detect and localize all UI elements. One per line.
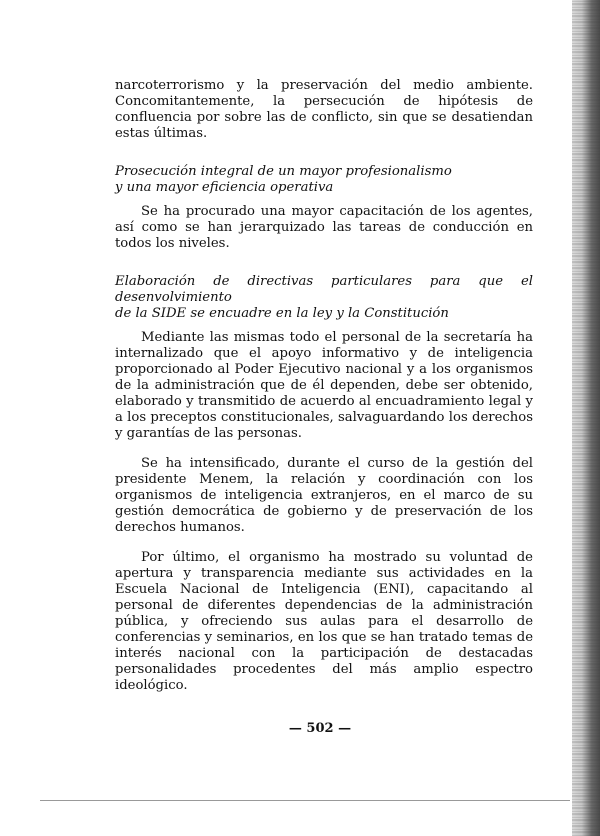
section-heading-1-line1: Prosecución integral de un mayor profesionalismo [115, 164, 452, 179]
paragraph-4: Por último, el organismo ha mostrado su voluntad de apertura y transparencia mediante sus actividades en la Escuela Nacional de Inteligencia (ENI), capacitando al personal de diferentes dependencias de la administración pública, y ofreciendo sus aulas para el desarrollo de conferencias y seminarios, en los que se han tratado temas de interés nacional con la participación de destacadas personalidades procedentes del más amplio espectro ideológico. [115, 550, 533, 693]
section-heading-2-line1: Elaboración de directivas particulares para que el desenvolvimiento [115, 274, 533, 305]
bottom-edge-line [40, 800, 570, 801]
section-heading-1-line2: y una mayor eficiencia operativa [115, 180, 334, 195]
paragraph-3: Se ha intensificado, durante el curso de la gestión del presidente Menem, la relación y coordinación con los organismos de inteligencia extranjeros, en el marco de su gestión democrática de gobierno y de preservación de los derechos humanos. [115, 456, 533, 535]
paragraph-1: Se ha procurado una mayor capacitación de los agentes, así como se han jerarquizado las tareas de conducción en todos los niveles. [115, 204, 533, 251]
scan-edge-shadow [572, 0, 600, 836]
page-number: — 502 — [288, 721, 352, 736]
section-heading-2-line2: de la SIDE se encuadre en la ley y la Constitución [115, 306, 449, 321]
page-body [115, 78, 533, 694]
intro-paragraph: narcoterrorismo y la preservación del medio ambiente. Concomitantemente, la persecución de hipótesis de confluencia por sobre las de conflicto, sin que se desatiendan estas últimas. [115, 78, 533, 141]
paragraph-2: Mediante las mismas todo el personal de la secretaría ha internalizado que el apoyo informativo y de inteligencia proporcionado al Poder Ejecutivo nacional y a los organismos de la administración que de él dependen, debe ser obtenido, elaborado y transmitido de acuerdo al encuadramiento legal y a los preceptos constitucionales, salvaguardando los derechos y garantías de las personas. [115, 330, 533, 441]
